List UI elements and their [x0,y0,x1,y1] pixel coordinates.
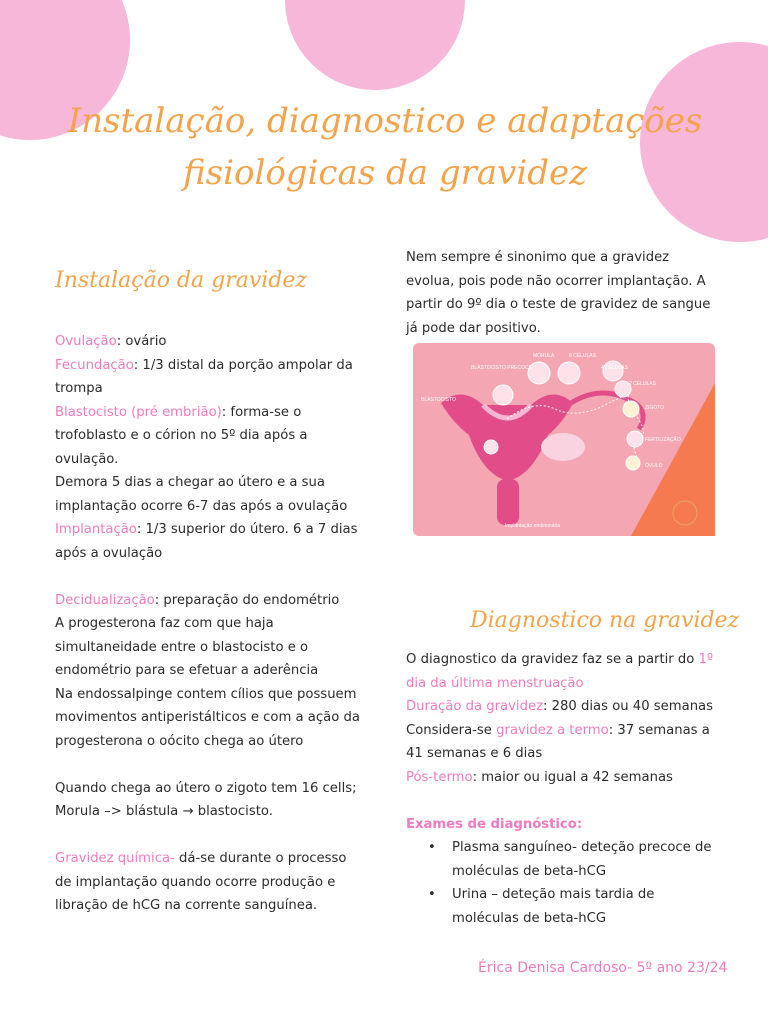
termo-label: gravidez a termo [496,722,609,738]
implantacao-line [55,518,367,565]
left-column [55,330,367,918]
exames-heading: Exames de diagnóstico: [406,816,583,832]
gravidez-quimica-label: Gravidez química- [55,851,175,866]
duracao-text: : 280 dias ou 40 semanas [543,699,714,714]
gravidez-quimica-line [55,847,367,918]
blastocisto-line [55,401,367,472]
fertilizacao-cell [627,431,643,447]
decorative-circle-top [285,0,465,90]
termo-pre: Considera-se [406,722,497,738]
postermo-text: : maior ou igual a 42 semanas [472,769,673,785]
postermo-line [406,766,718,790]
demora-line: Demora 5 dias a chegar ao útero e a sua implantação ocorre 6-7 das após a ovulação [55,475,348,514]
label-ovulo: ÓVULO [645,463,663,469]
zigoto-cell [623,401,639,417]
label-blastocisto-precoce: BLASTOCISTO PRECOCE [471,365,532,371]
ovulacao-text: : ovário [116,334,167,349]
right-column [406,648,718,930]
implantation-diagram [413,343,715,536]
ovulacao-line [55,330,367,354]
exames-list [406,836,718,930]
diagnostico-line [406,648,718,695]
diagnostico-date: 1º dia da última menstruação [406,652,714,691]
duracao-line [406,695,718,719]
label-duas-celulas: 2 CÉLULAS [629,381,656,387]
label-quatro-celulas: 4 CÉLULAS [601,365,628,371]
ovulacao-label: Ovulação [55,334,117,349]
quatro-celulas-cell [603,361,623,381]
footer-author: Érica Denisa Cardoso- 5º ano 23/24 [478,960,728,976]
oito-celulas-cell [558,362,580,384]
page-title: Instalação, diagnostico e adaptações fisiológicas da gravidez [67,100,703,193]
fecundacao-line [55,354,367,401]
termo-line [406,719,718,766]
implantacao-text: : 1/3 superior do útero. 6 a 7 dias após a ovulação [55,522,358,561]
label-zigoto: ZIGOTO [645,405,665,411]
zigoto-line: Quando chega ao útero o zigoto tem 16 cells; [55,780,357,796]
diagnostico-text: O diagnostico da gravidez faz se a partir do [406,652,699,667]
label-blastocisto: BLASTOCISTO [421,397,456,403]
progesterona-line: A progesterona faz com que haja simultaneidade entre o blastocisto e o endométrio para se efetuar a aderência [55,616,319,678]
intro-paragraph: Nem sempre é sinonimo que a gravidez evolua, pois pode não ocorrer implantação. A partir do 9º dia o teste de gravidez de sangue já pode dar positivo. [406,250,711,336]
cervix-shape [497,479,519,525]
endossalpinge-line: Na endossalpinge contem cílios que possuem movimentos antiperistálticos e com a ação da progesterona o oócito chega ao útero [55,686,360,749]
fecundacao-label: Fecundação [55,357,134,373]
diagram-caption: Implantação embrionária [505,523,561,529]
label-morula: MÓRULA [533,353,555,359]
decidualizacao-label: Decidualização [55,592,155,608]
list-item: • Plasma sanguíneo- deteção precoce de moléculas de beta-hCG [452,836,718,883]
implantacao-label: Implantação [55,522,137,537]
ovary-shape [541,433,585,461]
blastocisto-precoce-cell [493,385,513,405]
decidualizacao-text: : preparação do endométrio [154,592,340,608]
list-item: • Urina – deteção mais tardia de moléculas de beta-hCG [452,883,718,930]
blastocisto-cell [484,440,498,454]
postermo-label: Pós-termo [406,769,473,785]
decidualizacao-line [55,589,367,613]
label-fertilizacao: FERTILIZAÇÃO [645,437,681,443]
termo-text: : 37 semanas a 41 semanas e 6 dias [406,722,710,761]
duracao-label: Duração da gravidez [406,699,544,714]
ovulo-cell [626,456,640,470]
section-heading-instalacao: Instalação da gravidez [55,268,308,293]
fecundacao-text: : 1/3 distal da porção ampolar da trompa [55,357,353,396]
label-oito-celulas: 8 CÉLULAS [569,353,596,359]
section-heading-diagnostico: Diagnostico na gravidez [470,608,740,633]
blastocisto-text: : forma-se o trofoblasto e o córion no 5º dia após a ovulação. [55,404,308,467]
blastocisto-label: Blastocisto (pré embrião) [55,404,222,420]
gravidez-quimica-text: dá-se durante o processo de implantação quando ocorre produção e libração de hCG na corrente sanguínea. [55,851,347,913]
morula-line: Morula –> blástula → blastocisto. [55,804,273,819]
